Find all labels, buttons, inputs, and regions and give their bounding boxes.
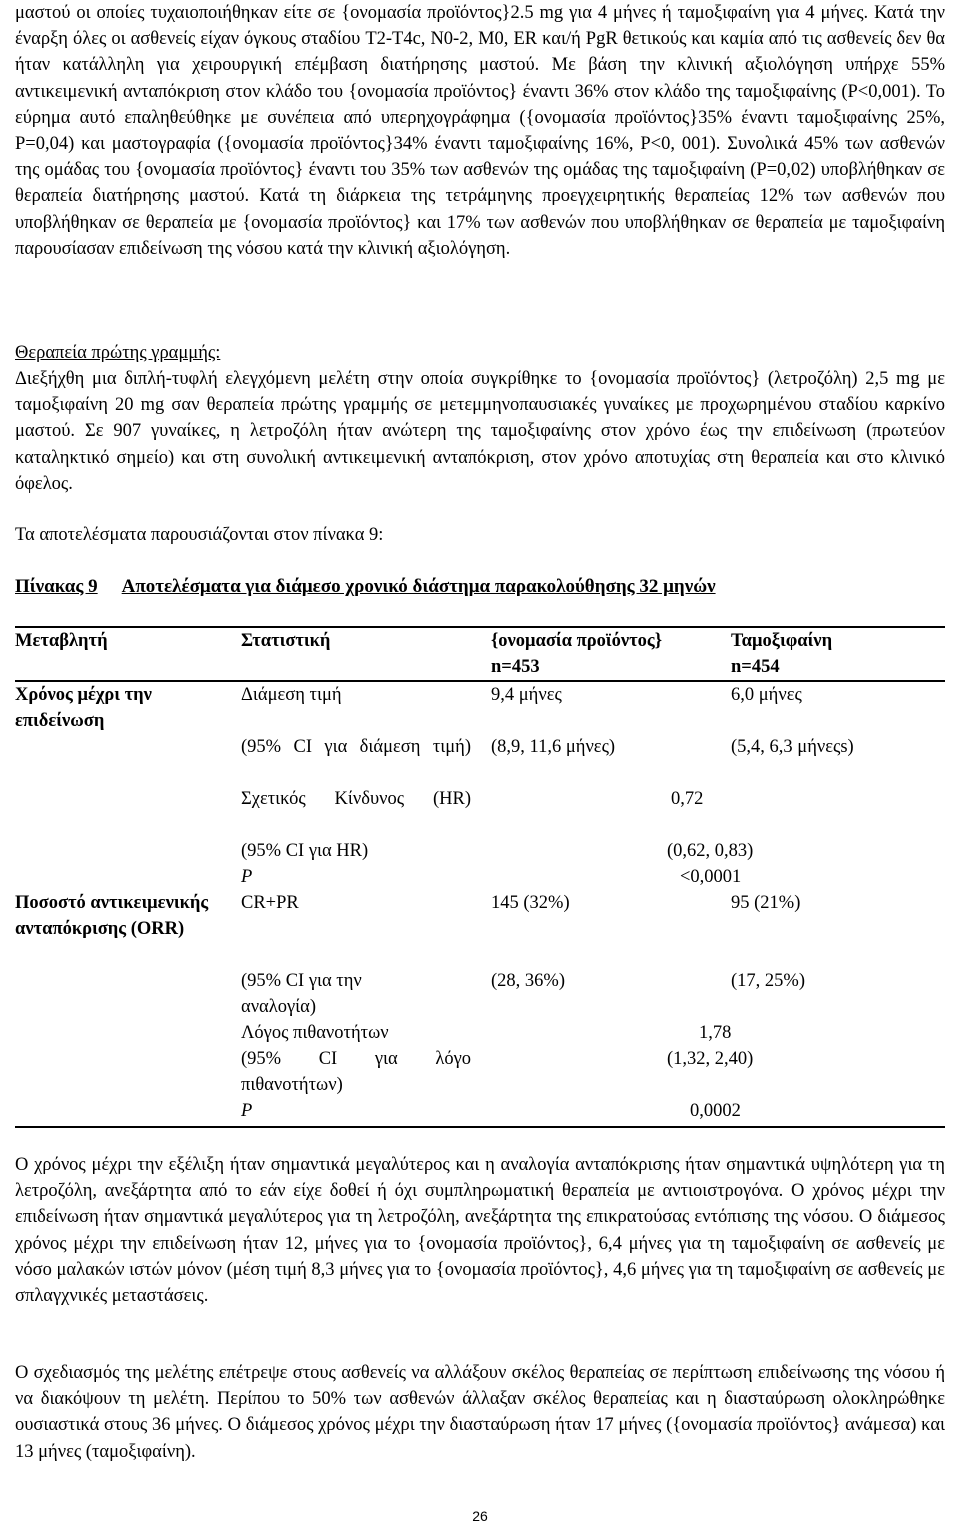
orr-or-label: Λόγος πιθανοτήτων xyxy=(241,1023,389,1043)
row-label-orr: Ποσοστό αντικειμενικής ανταπόκρισης (ORR) xyxy=(15,893,209,940)
header-tamoxifen: Ταμοξιφαίνη xyxy=(731,631,833,651)
page-number: 26 xyxy=(472,1508,488,1524)
ttp-hr-ci-value: (0,62, 0,83) xyxy=(667,841,754,861)
body-paragraph-4: Ο σχεδιασμός της μελέτης επέτρεψε στους ασθενείς να αλλάξουν σκέλος θεραπείας σε περίπτωση επιδείνωσης της νόσου ή να διακόψουν τη μελέτη. Περίπου το 50% των ασθενών άλλαξαν σκέλος θεραπείας και η διασταύρωση ολοκληρώθηκε ουσιαστικά στους 36 μήνες. Ο διάμεσος χρόνος μέχρι την διασταύρωση ήταν 17 μήνες ({ονομασία προϊόντος} ανάμεσα) και 13 μήνες (ταμοξιφαίνη). xyxy=(15,1363,945,1462)
table-intro: Τα αποτελέσματα παρουσιάζονται στον πίνακα 9: xyxy=(15,525,384,545)
orr-crpr-tamoxifen: 95 (21%) xyxy=(731,893,801,913)
body-paragraph-2: Διεξήχθη μια διπλή-τυφλή ελεγχόμενη μελέτη στην οποία συγκρίθηκε το {ονομασία προϊόντος} (λετροζόλη) 2,5 mg με ταμοξιφαίνη 20 mg σαν θεραπεία πρώτης γραμμής σε μετεμμηνοπαυσιακές γυναίκες με προχωρημένου σταδίου καρκίνο μαστού. Σε 907 γυναίκες, η λετροζόλη ήταν ανώτερη της ταμοξιφαίνης στον χρόνο έως την επιδείνωση (πρωτεύον καταληκτικό σημείο) και στη συνολική αντικειμενική ανταπόκριση, στον χρόνο αποτυχίας στη θεραπεία και στο κλινικό όφελος. xyxy=(15,369,945,494)
ttp-p-label: P xyxy=(241,867,253,887)
ttp-hr-label: Σχετικός Κίνδυνος (HR) xyxy=(241,789,471,809)
ttp-p-value: <0,0001 xyxy=(680,867,742,887)
orr-p-value: 0,0002 xyxy=(690,1101,741,1121)
table-caption xyxy=(15,574,716,600)
body-paragraph-3: Ο χρόνος μέχρι την εξέλιξη ήταν σημαντικά μεγαλύτερος και η αναλογία ανταπόκρισης ήταν σημαντικά υψηλότερη για τη λετροζόλη, ανεξάρτητα από το εάν είχε δοθεί ή όχι συμπληρωματική θεραπεία με αντιοιστρογόνα. Ο χρόνος μέχρι την επιδείνωση ήταν σημαντικά μεγαλύτερος για τη λετροζόλη, ανεξάρτητα της επικρατούσας εντόπισης της νόσου. Ο διάμεσος χρόνος μέχρι την επιδείνωση ήταν 12, μήνες για το {ονομασία προϊόντος}, 6,4 μήνες για τη ταμοξιφαίνη σε ασθενείς με νόσο μαλακών ιστών μόνον (μέση τιμή 8,3 μήνες για το {ονομασία προϊόντος}, 4,6 μήνες για τη ταμοξιφαίνη σε ασθενείς με σπλαγχνικές μεταστάσεις. xyxy=(15,1155,945,1307)
ttp-ci-label: (95% CI για διάμεση τιμή) xyxy=(241,737,471,757)
orr-or-value: 1,78 xyxy=(699,1023,732,1043)
ttp-median-label: Διάμεση τιμή xyxy=(241,685,342,705)
orr-ci-product: (28, 36%) xyxy=(491,971,565,991)
body-paragraph-1: μαστού οι οποίες τυχαιοποιήθηκαν είτε σε {ονομασία προϊόντος}2.5 mg για 4 μήνες ή ταμοξιφαίνη για 4 μήνες. Κατά την έναρξη όλες οι ασθενείς είχαν όγκους σταδίου T2-T4c, N0-2, M0, ER και/ή PgR θετικούς και καμία από τις ασθενείς δεν θα ήταν κατάλληλη για χειρουργική επέμβαση διατήρησης μαστού. Με βάση την κλινική αξιολόγηση υπήρχε 55% αντικειμενική ανταπόκριση στον κλάδο του {ονομασία προϊόντος} έναντι 36% στον κλάδο της ταμοξιφαίνης (P<0,001). Το εύρημα αυτό επαληθεύθηκε με συνέπεια από υπερηχογράφημα ({ονομασία προϊόντος}35% έναντι ταμοξιφαίνης 25%, P=0,04) και μαστογραφία ({ονομασία προϊόντος}34% έναντι ταμοξιφαίνης 16%, P<0, 001). Συνολικά 45% των ασθενών της ομάδας του {ονομασία προϊόντος} έναντι του 35% των ασθενών της ομάδας της ταμοξιφαίνη (P=0,02) υποβλήθηκαν σε θεραπεία διατήρησης μαστού. Κατά τη διάρκεια της τετράμηνης προεγχειρητικής θεραπείας 12% των ασθενών που υποβλήθηκαν σε θεραπεία με {ονομασία προϊόντος} και 17% των ασθενών που υποβλήθηκαν σε θεραπεία με ταμοξιφαίνη παρουσίασαν επιδείνωση της νόσου κατά την κλινική αξιολόγηση. xyxy=(15,3,945,259)
orr-or-ci-value: (1,32, 2,40) xyxy=(667,1049,754,1069)
ttp-hr-ci-label: (95% CI για HR) xyxy=(241,841,369,861)
table-label: Πίνακας 9 xyxy=(15,576,98,597)
table-bottom-rule xyxy=(15,1126,945,1128)
orr-or-ci-label: (95% CI για λόγο πιθανοτήτων) xyxy=(241,1049,471,1096)
orr-crpr-product: 145 (32%) xyxy=(491,893,570,913)
header-product-n: n=453 xyxy=(491,657,540,677)
ttp-median-product: 9,4 μήνες xyxy=(491,685,562,705)
ttp-median-tamoxifen: 6,0 μήνες xyxy=(731,685,802,705)
orr-ci-label: (95% CI για την αναλογία) xyxy=(241,971,362,1018)
ttp-ci-product: (8,9, 11,6 μήνες) xyxy=(491,737,616,757)
ttp-ci-tamoxifen: (5,4, 6,3 μήνεςs) xyxy=(731,737,854,757)
section-heading-first-line: Θεραπεία πρώτης γραμμής: xyxy=(15,343,221,363)
header-tamoxifen-n: n=454 xyxy=(731,657,780,677)
header-product: {ονομασία προϊόντος} xyxy=(491,631,663,651)
orr-crpr-label: CR+PR xyxy=(241,893,299,913)
ttp-hr-value: 0,72 xyxy=(671,789,704,809)
table-title: Αποτελέσματα για διάμεσο χρονικό διάστημα παρακολούθησης 32 μηνών xyxy=(121,576,716,597)
orr-ci-tamoxifen: (17, 25%) xyxy=(731,971,805,991)
orr-p-label: P xyxy=(241,1101,253,1121)
header-statistic: Στατιστική xyxy=(241,631,331,651)
row-label-ttp: Χρόνος μέχρι την επιδείνωση xyxy=(15,685,152,732)
header-variable: Μεταβλητή xyxy=(15,631,108,651)
